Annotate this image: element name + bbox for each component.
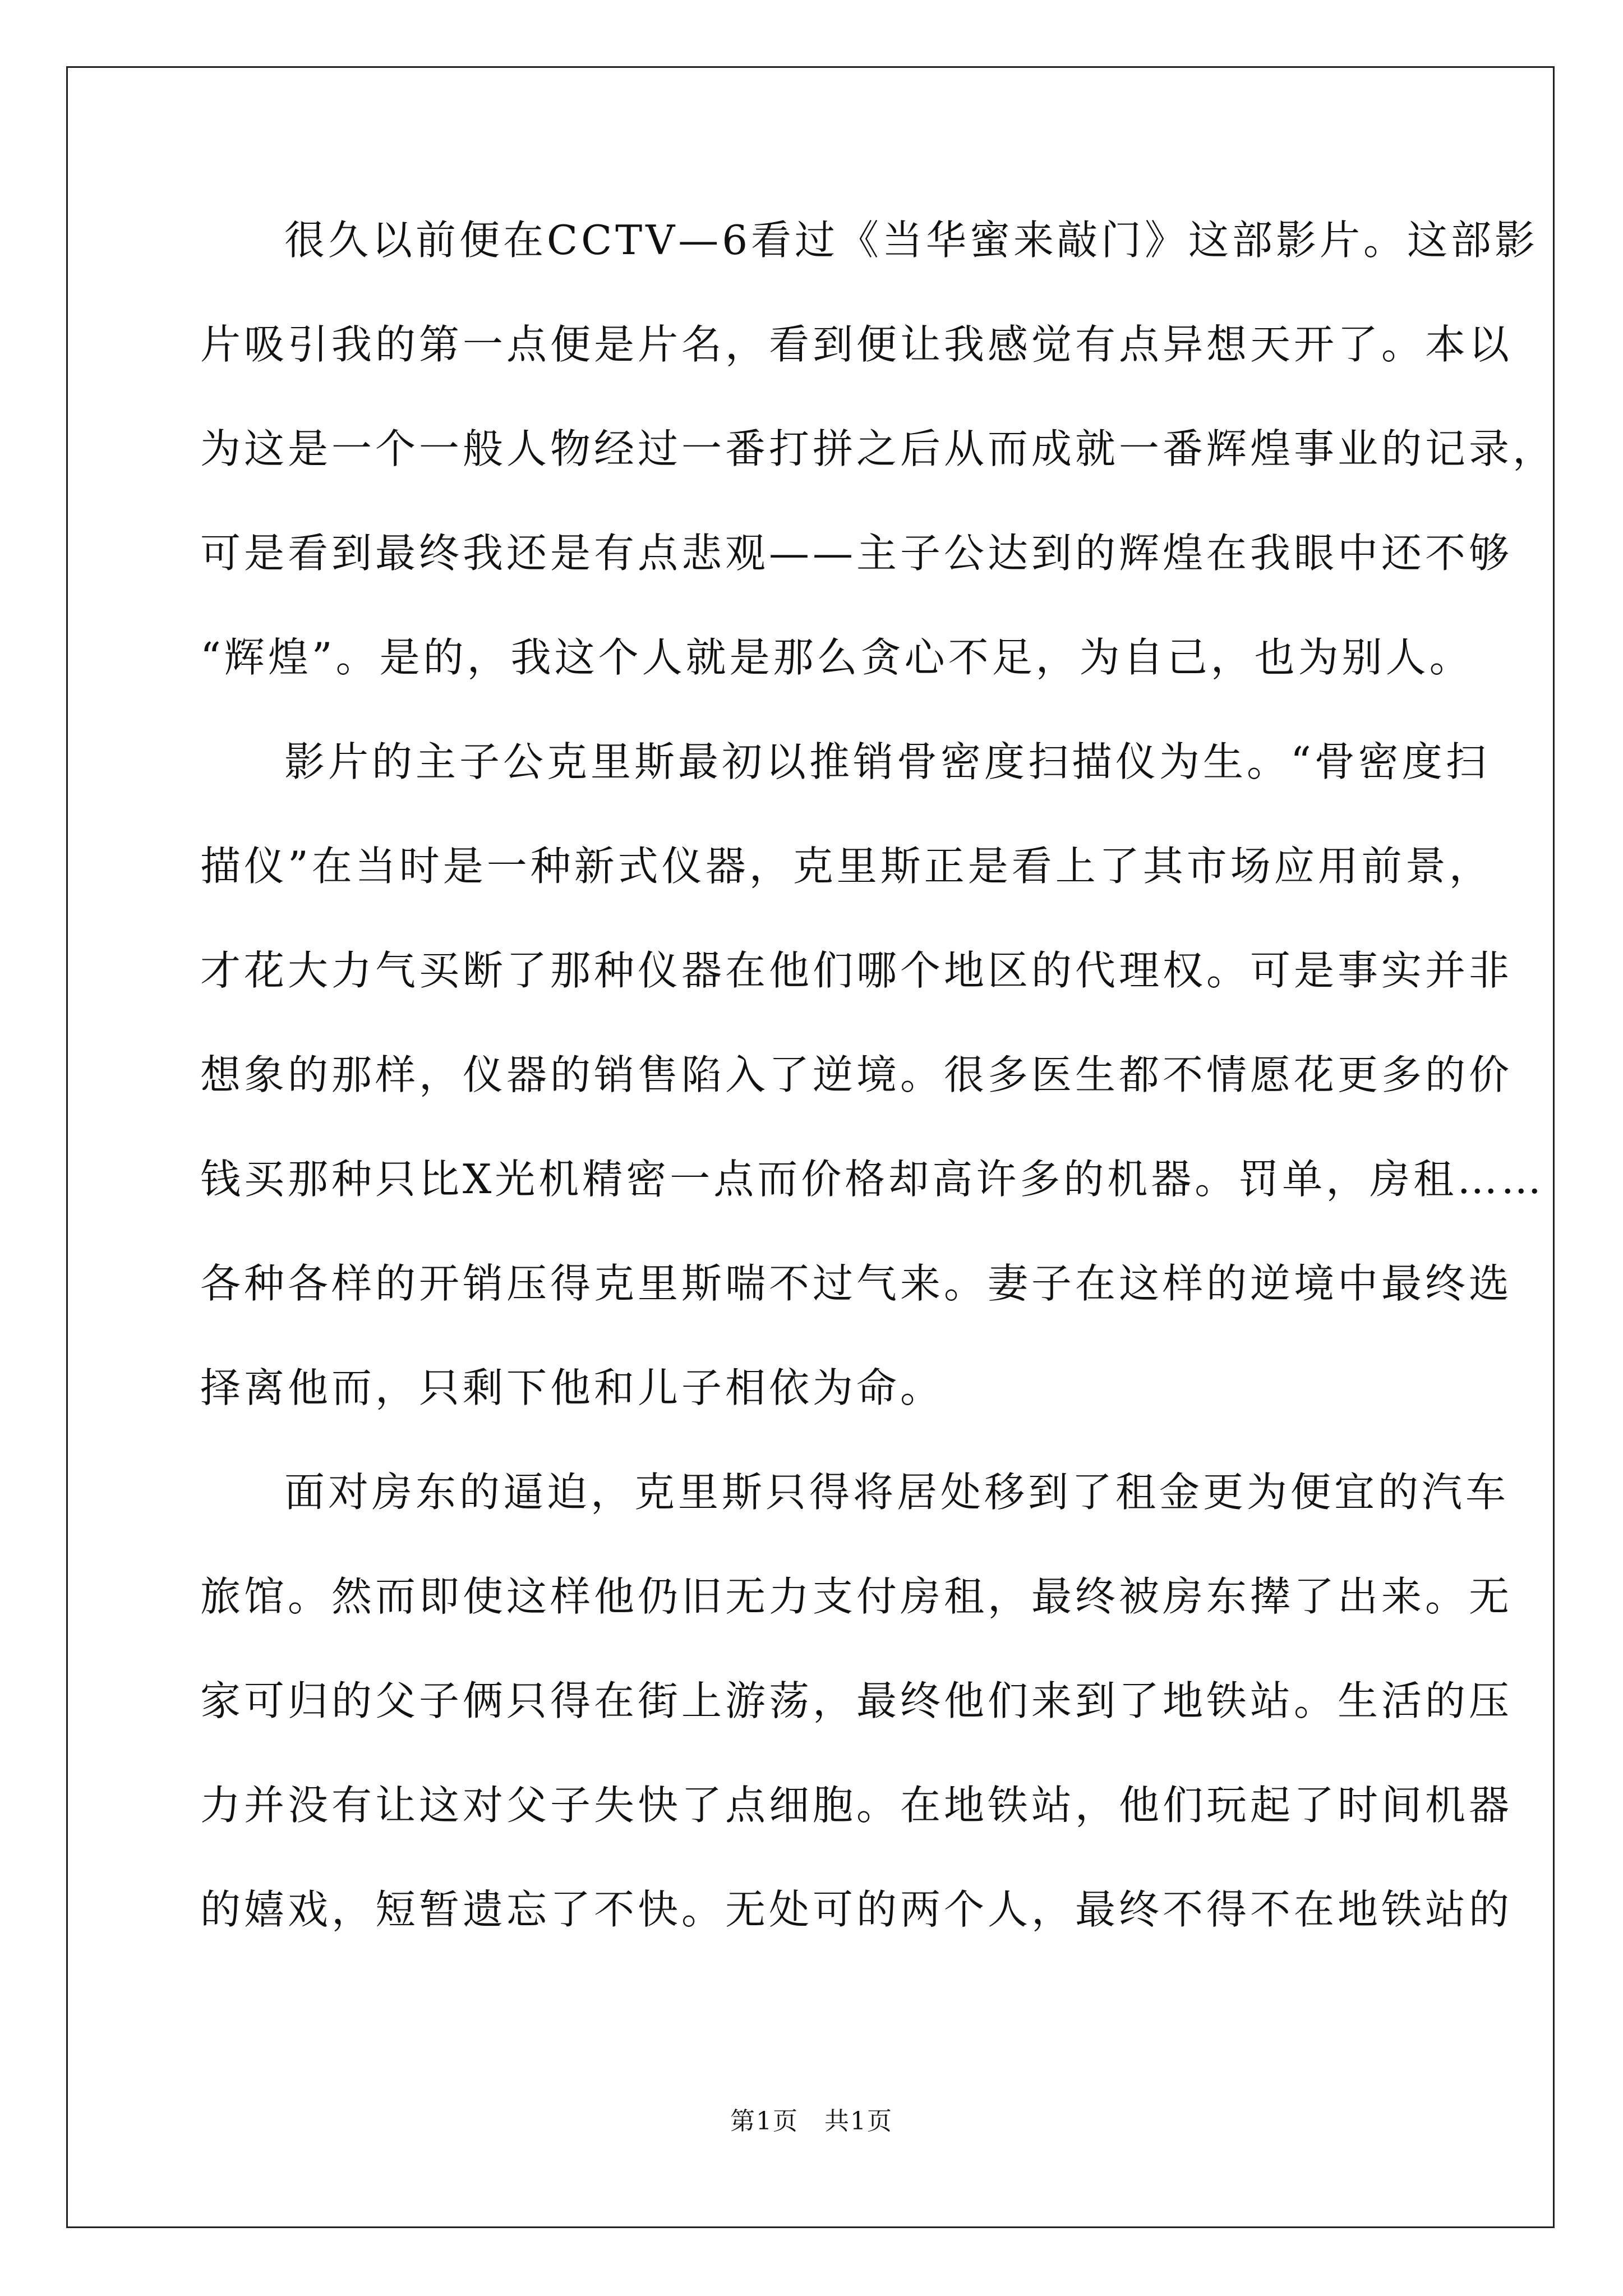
text-line: 为这是一个一般人物经过一番打拼之后从而成就一番辉煌事业的记录，: [200, 425, 1557, 472]
body-text: [200, 212, 1557, 1986]
text-line: 力并没有让这对父子失快了点细胞。在地铁站，他们玩起了时间机器: [200, 1782, 1513, 1829]
page-footer: 第1页 共1页: [730, 2107, 893, 2136]
text-line: 面对房东的逼迫，克里斯只得将居处移到了租金更为便宜的汽车: [284, 1469, 1510, 1516]
text-line: 家可归的父子俩只得在街上游荡，最终他们来到了地铁站。生活的压: [200, 1677, 1513, 1724]
text-line: 才花大力气买断了那种仪器在他们哪个地区的代理权。可是事实并非: [200, 947, 1513, 994]
text-line: 想象的那样，仪器的销售陷入了逆境。很多医生都不情愿花更多的价: [200, 1051, 1513, 1098]
text-line: 描仪”在当时是一种新式仪器，克里斯正是看上了其市场应用前景，: [200, 843, 1493, 890]
text-line: 可是看到最终我还是有点悲观——主子公达到的辉煌在我眼中还不够: [200, 530, 1513, 577]
text-line: 影片的主子公克里斯最初以推销骨密度扫描仪为生。“骨密度扫: [284, 738, 1490, 785]
text-line: 各种各样的开销压得克里斯喘不过气来。妻子在这样的逆境中最终选: [200, 1260, 1513, 1307]
text-line: 旅馆。然而即使这样他仍旧无力支付房租，最终被房东撵了出来。无: [200, 1573, 1513, 1620]
text-line: 钱买那种只比X光机精密一点而价格却高许多的机器。罚单，房租……: [200, 1156, 1545, 1203]
text-line: 很久以前便在CCTV—6看过《当华蜜来敲门》这部影片。这部影: [284, 217, 1539, 264]
text-line: 的嬉戏，短暂遗忘了不快。无处可的两个人，最终不得不在地铁站的: [200, 1886, 1513, 1933]
text-line: 片吸引我的第一点便是片名，看到便让我感觉有点异想天开了。本以: [200, 321, 1513, 368]
text-line: “辉煌”。是的，我这个人就是那么贪心不足，为自己，也为别人。: [200, 634, 1473, 681]
text-line: 择离他而，只剩下他和儿子相依为命。: [200, 1364, 944, 1411]
